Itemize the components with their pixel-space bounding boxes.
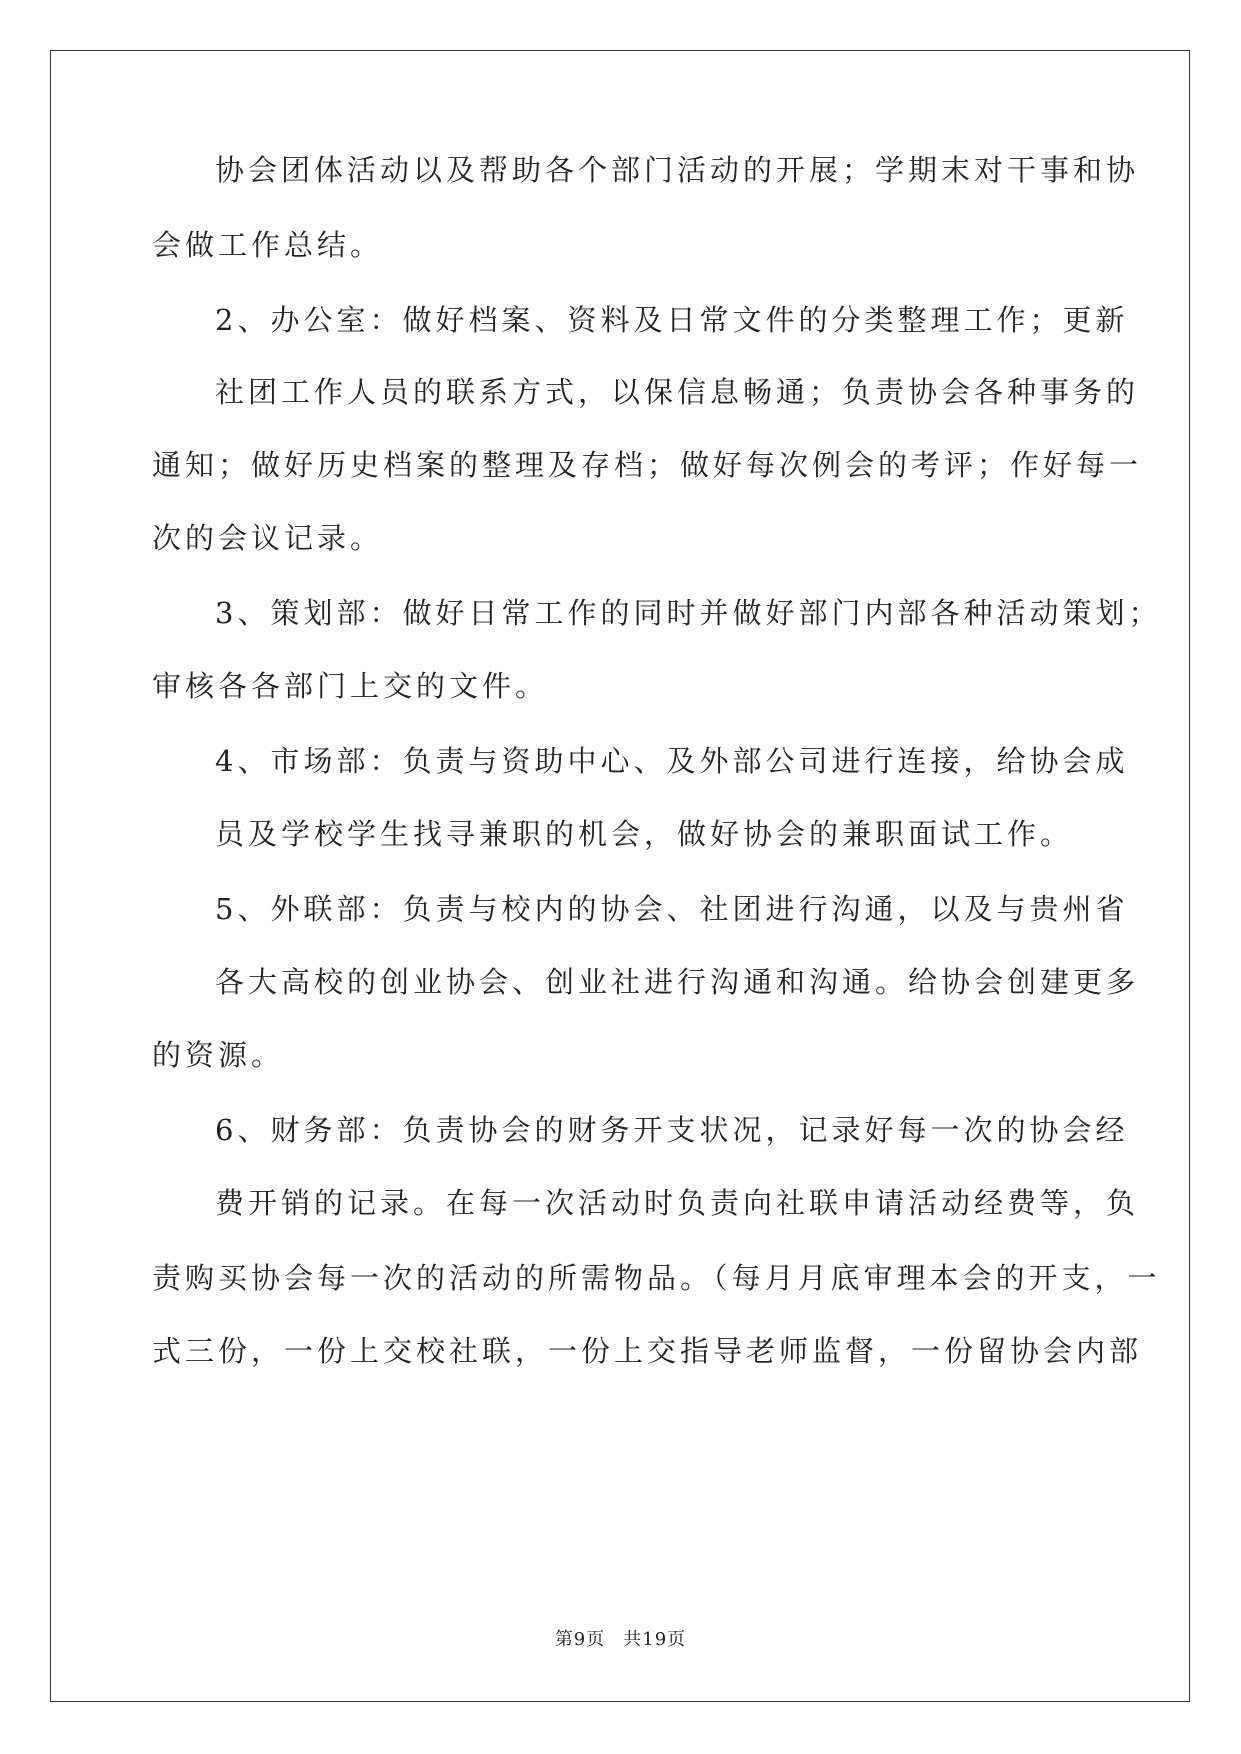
text-line: 各大高校的创业协会、创业社进行沟通和沟通。给协会创建更多 — [215, 965, 1140, 999]
page-number: 第9页 — [554, 1629, 606, 1650]
text-line: 责购买协会每一次的活动的所需物品。（每月月底审理本会的开支，一 — [152, 1261, 1161, 1295]
text-line: 协会团体活动以及帮助各个部门活动的开展；学期末对干事和协 — [215, 153, 1140, 187]
text-line: 审核各各部门上交的文件。 — [152, 669, 549, 703]
text-line: 式三份，一份上交校社联，一份上交指导老师监督，一份留协会内部 — [152, 1334, 1143, 1368]
text-line: 6、财务部：负责协会的财务开支状况，记录好每一次的协会经 — [215, 1113, 1129, 1147]
text-line: 次的会议记录。 — [152, 521, 384, 555]
page-footer — [0, 1625, 1241, 1651]
text-line: 3、策划部：做好日常工作的同时并做好部门内部各种活动策划； — [215, 596, 1162, 630]
text-line: 社团工作人员的联系方式，以保信息畅通；负责协会各种事务的 — [215, 375, 1140, 409]
text-line: 员及学校学生找寻兼职的机会，做好协会的兼职面试工作。 — [215, 817, 1074, 851]
page-border — [50, 50, 1190, 1702]
text-line: 4、市场部：负责与资助中心、及外部公司进行连接，给协会成 — [215, 744, 1129, 778]
text-line: 费开销的记录。在每一次活动时负责向社联申请活动经费等，负 — [215, 1186, 1140, 1220]
page-total: 共19页 — [623, 1629, 687, 1650]
text-line: 2、办公室：做好档案、资料及日常文件的分类整理工作；更新 — [215, 303, 1129, 337]
text-line: 会做工作总结。 — [152, 228, 384, 262]
text-line: 5、外联部：负责与校内的协会、社团进行沟通，以及与贵州省 — [215, 892, 1129, 926]
text-line: 的资源。 — [152, 1038, 285, 1072]
text-line: 通知；做好历史档案的整理及存档；做好每次例会的考评；作好每一 — [152, 448, 1143, 482]
